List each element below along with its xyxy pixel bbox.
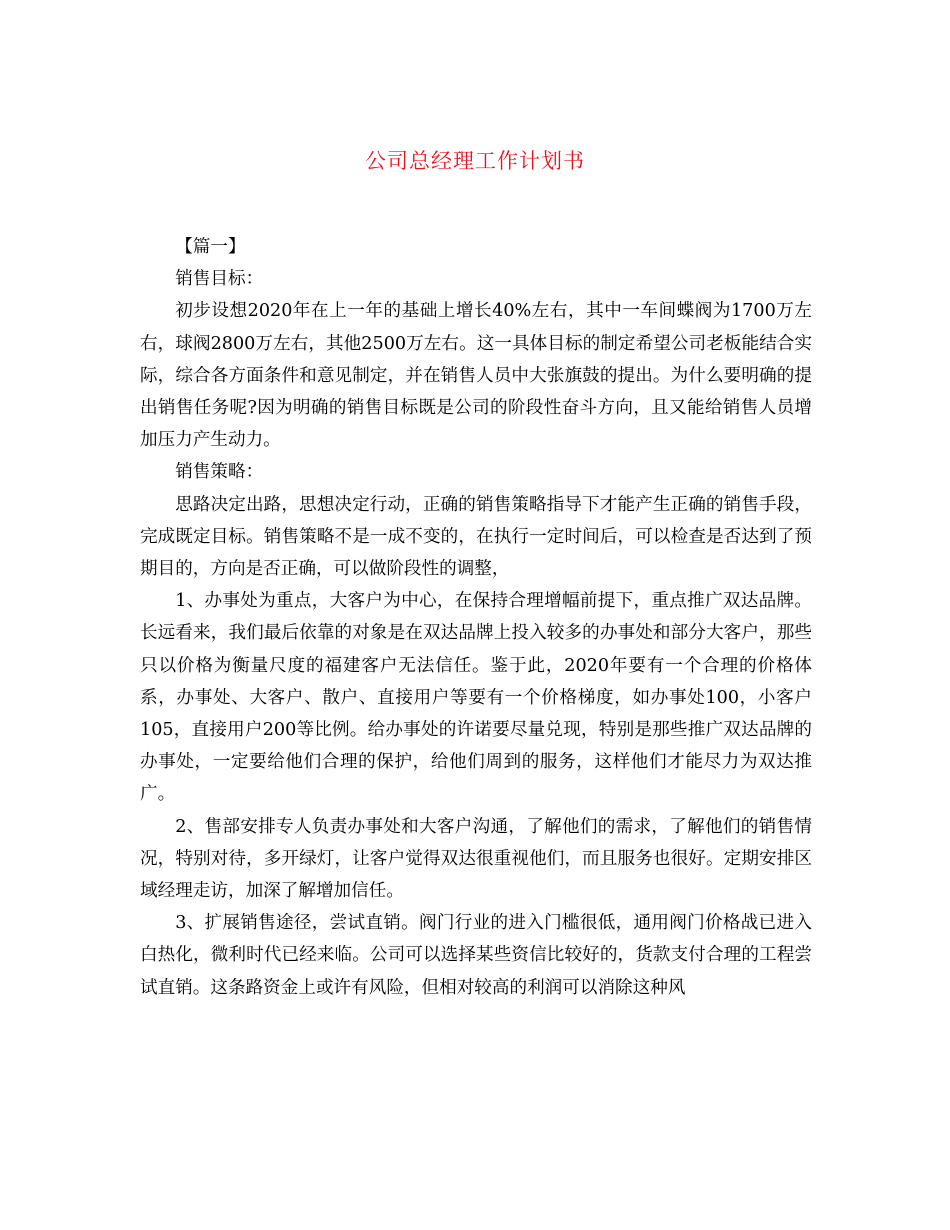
document-title: 公司总经理工作计划书: [365, 149, 585, 173]
section-heading: 【篇一】: [175, 237, 246, 257]
subheading-sales-strategy: 销售策略：: [175, 462, 264, 483]
subheading-sales-target: 销售目标：: [175, 269, 264, 290]
paragraph-point-2: 2、售部安排专人负责办事处和大客户沟通，了解他们的需求，了解他们的销售情况，特别对待，多开绿灯，让客户觉得双达很重视他们，而且服务也很好。定期安排区域经理走访，加深了解增加信任。: [140, 816, 812, 902]
paragraph-point-1: 1、办事处为重点，大客户为中心，在保持合理增幅前提下，重点推广双达品牌。长远看来，我们最后依靠的对象是在双达品牌上投入较多的办事处和部分大客户，那些只以价格为衡量尺度的福建客户无法信任。鉴于此，2020年要有一个合理的价格体系，办事处、大客户、散户、直接用户等要有一个价格梯度，如办事处100，小客户105，直接用户200等比例。给办事处的许诺要尽量兑现，特别是那些推广双达品牌的办事处，一定要给他们合理的保护，给他们周到的服务，这样他们才能尽力为双达推广。: [140, 591, 812, 805]
paragraph-point-3: 3、扩展销售途径，尝试直销。阀门行业的进入门槛很低，通用阀门价格战已进入白热化，微利时代已经来临。公司可以选择某些资信比较好的，货款支付合理的工程尝试直销。这条路资金上或许有风险，但相对较高的利润可以消除这种风: [140, 913, 812, 998]
paragraph-sales-target: 初步设想2020年在上一年的基础上增长40%左右，其中一车间蝶阀为1700万左右，球阀2800万左右，其他2500万左右。这一具体目标的制定希望公司老板能结合实际，综合各方面条件和意见制定，并在销售人员中大张旗鼓的提出。为什么要明确的提出销售任务呢?因为明确的销售目标既是公司的阶段性奋斗方向，且又能给销售人员增加压力产生动力。: [140, 301, 812, 451]
paragraph-sales-strategy: 思路决定出路，思想决定行动，正确的销售策略指导下才能产生正确的销售手段，完成既定目标。销售策略不是一成不变的，在执行一定时间后，可以检查是否达到了预期目的，方向是否正确，可以做阶段性的调整，: [140, 494, 812, 580]
document-body: [140, 231, 812, 1004]
